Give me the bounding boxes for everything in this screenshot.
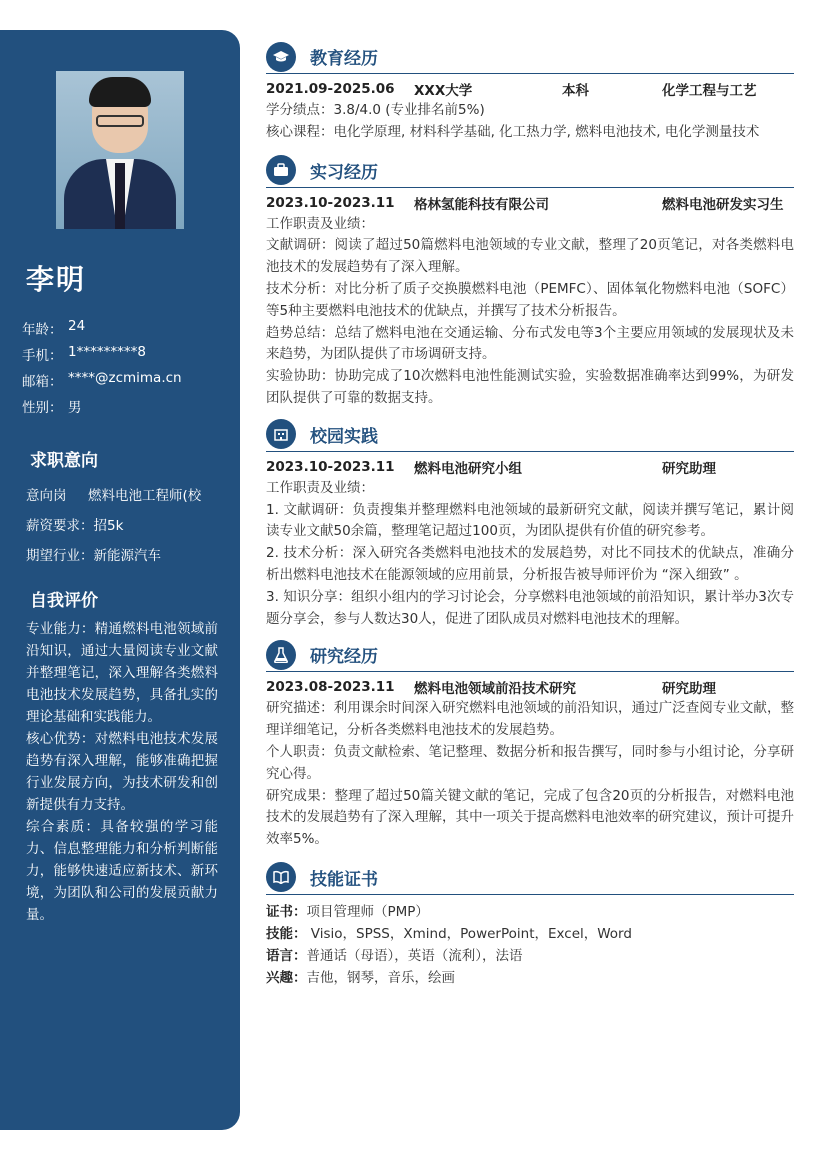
salary-row: 薪资要求： 招5k [26, 518, 124, 534]
internship-section: 实习经历 2023.10-2023.11 格林氢能科技有限公司 燃料电池研发实习生 工作职责及业绩： 文献调研：阅读了超过50篇燃料电池领域的专业文献，整理了20页笔记，对各类燃料电池技术的发展趋势有了深入理解。 技术分析：对比分析了质子交换膜燃料电池（PEMFC）、固体氧化物燃料电池（SOFC）等5种主要燃料电池技术的优缺点，并撰写了技术分析报告。 趋势总结：总结了燃料电池在交通运输、分布式发电等3个主要应用领域的发展现状及未来趋势，为团队提供了市场调研支持。 实验协助：协助完成了10次燃料电池性能测试实验，实验数据准确率达到99%，为研发团队提供了可靠的数据支持。 [266, 154, 794, 410]
internship-header-row: 2023.10-2023.11 格林氢能科技有限公司 燃料电池研发实习生 [266, 194, 784, 213]
main-content [266, 40, 794, 989]
section-header [266, 40, 794, 74]
job-intent [26, 484, 236, 574]
tech-row: 技能： Visio，SPSS，Xmind，PowerPoint，Excel，Word [266, 925, 632, 942]
section-header [266, 418, 794, 452]
courses-line: 核心课程：电化学原理, 材料科学基础, 化工热力学, 燃料电池技术, 电化学测量技术 [266, 123, 760, 140]
self-eval-heading: 自我评价 [30, 591, 98, 611]
age-row: 年龄： 24 [22, 318, 86, 338]
intent-heading: 求职意向 [30, 451, 98, 471]
email-row: 邮箱： ****@zcmima.cn [22, 370, 182, 390]
campus-header-row: 2023.10-2023.11 燃料电池研究小组 研究助理 [266, 458, 716, 477]
profile-photo [56, 71, 184, 229]
book-icon [266, 862, 296, 892]
self-evaluation: 专业能力：精通燃料电池领域前沿知识，通过大量阅读专业文献并整理笔记，深入理解各类燃料电池技术发展趋势，具备扎实的理论基础和实践能力。 核心优势：对燃料电池技术发展趋势有深入理解，能够准确把握行业发展方向，为技术研发和创新提供有力支持。 综合素质：具备较强的学习能力、信息整理能力和分析判断能力，能够快速适应新技术、新环境，为团队和公司的发展贡献力量。 [26, 621, 218, 923]
section-title: 技能证书 [310, 869, 378, 890]
education-section [266, 40, 794, 144]
skills-list [266, 901, 794, 989]
section-header [266, 861, 794, 895]
education-header-row: 2021.09-2025.06 XXX大学 本科 化学工程与工艺 [266, 81, 757, 99]
section-title: 校园实践 [310, 426, 378, 447]
phone-row: 手机： 1*********8 [22, 344, 146, 364]
sidebar [0, 30, 240, 1130]
cert-row: 证书：项目管理师（PMP） [266, 903, 429, 920]
hobby-row: 兴趣：吉他，钢琴，音乐，绘画 [266, 969, 455, 986]
basic-info [22, 318, 232, 422]
section-title: 研究经历 [310, 647, 378, 668]
industry-row: 期望行业： 新能源汽车 [26, 548, 161, 564]
section-title: 实习经历 [310, 162, 378, 183]
lang-row: 语言：普通话（母语），英语（流利），法语 [266, 947, 523, 964]
flask-icon [266, 640, 296, 670]
graduation-cap-icon [266, 42, 296, 72]
briefcase-icon [266, 155, 296, 185]
building-icon [266, 419, 296, 449]
section-title: 教育经历 [310, 49, 378, 69]
candidate-name: 李明 [26, 263, 87, 296]
gender-row: 性别： 男 [22, 400, 82, 416]
position-row: 意向岗 燃料电池工程师(校 [26, 488, 202, 504]
section-header [266, 154, 794, 188]
skills-section [266, 861, 794, 989]
section-header [266, 638, 794, 672]
gpa-line: 学分绩点：3.8/4.0 (专业排名前5%) [266, 102, 485, 118]
research-header-row: 2023.08-2023.11 燃料电池领域前沿技术研究 研究助理 [266, 679, 716, 698]
campus-section: 校园实践 2023.10-2023.11 燃料电池研究小组 研究助理 工作职责及业绩： 1. 文献调研：负责搜集并整理燃料电池领域的最新研究文献，阅读并撰写笔记，累计阅读专业文献50余篇，整理笔记超过100页，为团队提供有价值的研究参考。 2. 技术分析：深入研究各类燃料电池技术的发展趋势，对比不同技术的优缺点，准确分析出燃料电池技术在能源领域的应用前景，分析报告被导师评价为 “深入细致” 。 3. 知识分享：组织小组内的学习讨论会，分享燃料电池领域的前沿知识，累计举办3次专题分享会，参与人数达30人，促进了团队成员对燃料电池技术的理解。 [266, 418, 794, 631]
research-section: 研究经历 2023.08-2023.11 燃料电池领域前沿技术研究 研究助理 研究描述：利用课余时间深入研究燃料电池领域的前沿知识，通过广泛查阅专业文献，整理详细笔记，分析各类燃料电池技术的发展趋势。 个人职责：负责文献检索、笔记整理、数据分析和报告撰写，同时参与小组讨论，分享研究心得。 研究成果：整理了超过50篇关键文献的笔记，完成了包含20页的分析报告，对燃料电池技术的发展趋势有了深入理解，其中一项关于提高燃料电池效率的研究建议，预计可提升效率5%。 [266, 638, 794, 851]
